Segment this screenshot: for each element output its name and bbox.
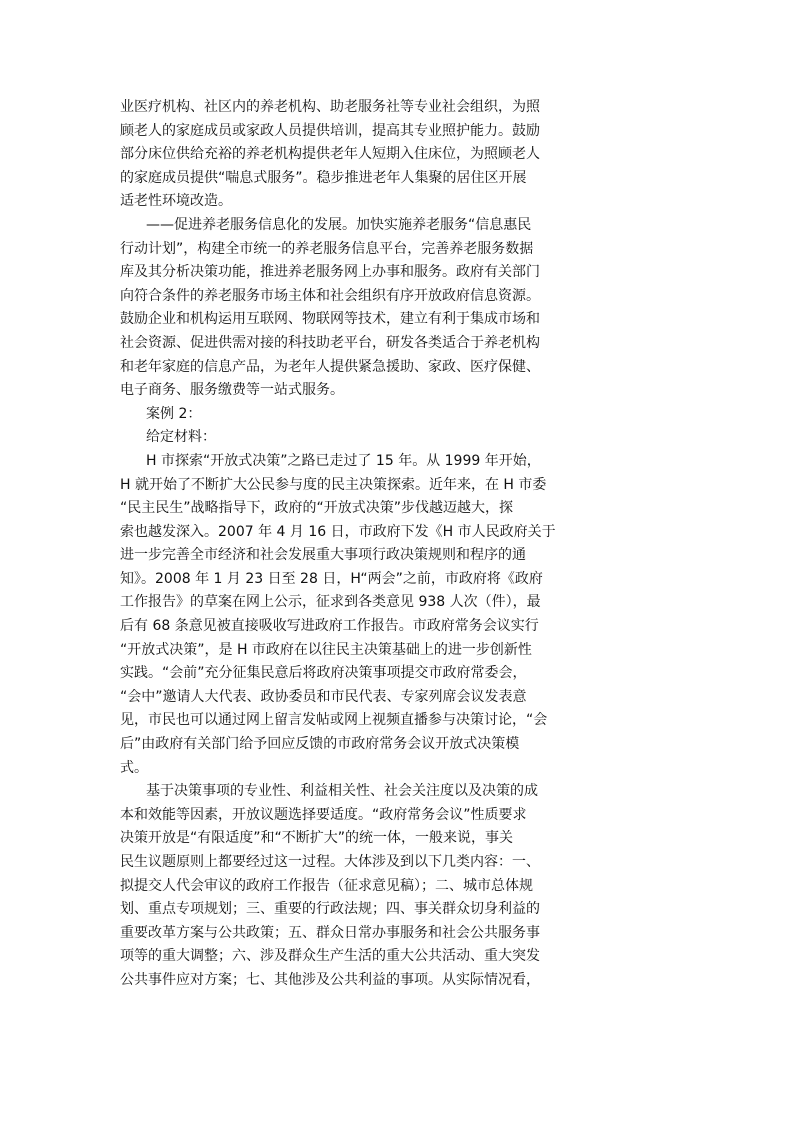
text-line: 行动计划”，构建全市统一的养老服务信息平台，完善养老服务数据: [120, 240, 534, 257]
text-line: 重要改革方案与公共政策；五、群众日常办事服务和社会公共服务事: [120, 924, 540, 941]
text-line: 电子商务、服务缴费等一站式服务。: [120, 382, 344, 399]
text-line: 拟提交人代会审议的政府工作报告（征求意见稿）；二、城市总体规: [120, 877, 533, 894]
text-line: 社会资源、促进供需对接的科技助老平台，研发各类适合于养老机构: [120, 334, 540, 351]
text-line: 本和效能等因素，开放议题选择要适度。“政府常务会议”性质要求: [120, 806, 527, 823]
text-line: 后”由政府有关部门给予回应反馈的市政府常务会议开放式决策模: [120, 736, 520, 753]
text-line: 业医疗机构、社区内的养老机构、助老服务社等专业社会组织，为照: [120, 99, 540, 115]
text-line: 知》。2008 年 1 月 23 日至 28 日，H“两会”之前，市政府将《政府: [120, 570, 543, 587]
text-line: 后有 68 条意见被直接吸收写进政府工作报告。市政府常务会议实行: [120, 618, 539, 635]
text-line: 给定材料：: [146, 429, 216, 446]
text-line: 见，市民也可以通过网上留言发帖或网上视频直播参与决策讨论，“会: [120, 712, 548, 729]
text-line: 进一步完善全市经济和社会发展重大事项行政决策规则和程序的通: [120, 547, 526, 564]
text-line: “开放式决策”，是 H 市政府在以往民主决策基础上的进一步创新性: [120, 641, 532, 658]
text-line: 库及其分析决策功能，推进养老服务网上办事和服务。政府有关部门: [120, 264, 540, 281]
text-line: 基于决策事项的专业性、利益相关性、社会关注度以及决策的成: [146, 783, 538, 800]
text-line: 向符合条件的养老服务市场主体和社会组织有序开放政府信息资源。: [120, 287, 540, 304]
text-line: 部分床位供给充裕的养老机构提供老年人短期入住床位，为照顾老人: [120, 146, 540, 163]
document-body: [120, 96, 560, 993]
text-line: 式。: [120, 759, 148, 776]
text-line: 实践。“会前”充分征集民意后将政府决策事项提交市政府常委会，: [120, 665, 527, 682]
text-line: 的家庭成员提供“喘息式服务”。稳步推进老年人集聚的居住区开展: [120, 169, 527, 186]
text-line: 索也越发深入。2007 年 4 月 16 日，市政府下发《H 市人民政府关于: [120, 523, 556, 540]
text-line: “民主民生”战略指导下，政府的“开放式决策”步伐越迈越大，探: [120, 500, 514, 517]
text-line: 和老年家庭的信息产品，为老年人提供紧急援助、家政、医疗保健、: [120, 358, 540, 375]
text-line: 案例 2：: [146, 405, 202, 422]
text-line: 项等的重大调整；六、涉及群众生产生活的重大公共活动、重大突发: [120, 948, 540, 965]
text-line: 公共事件应对方案；七、其他涉及公共利益的事项。从实际情况看，: [120, 971, 540, 988]
text-line: H 就开始了不断扩大公民参与度的民主决策探索。近年来，在 H 市委: [120, 476, 547, 493]
text-line: 适老性环境改造。: [120, 193, 232, 210]
text-line: “会中”邀请人大代表、政协委员和市民代表、专家列席会议发表意: [120, 688, 527, 705]
text-line: 鼓励企业和机构运用互联网、物联网等技术，建立有利于集成市场和: [120, 311, 540, 328]
text-line: 顾老人的家庭成员或家政人员提供培训，提高其专业照护能力。鼓励: [120, 122, 540, 139]
text-line: ——促进养老服务信息化的发展。加快实施养老服务“信息惠民: [146, 216, 532, 233]
text-line: 划、重点专项规划；三、重要的行政法规；四、事关群众切身利益的: [120, 901, 540, 918]
text-line: 决策开放是“有限适度”和“不断扩大”的统一体，一般来说，事关: [120, 830, 514, 847]
text-line: 民生议题原则上都要经过这一过程。大体涉及到以下几类内容：一、: [120, 854, 540, 870]
text-line: 工作报告》的草案在网上公示，征求到各类意见 938 人次（件），最: [120, 594, 541, 611]
text-line: H 市探索“开放式决策”之路已走过了 15 年。从 1999 年开始，: [146, 452, 541, 469]
